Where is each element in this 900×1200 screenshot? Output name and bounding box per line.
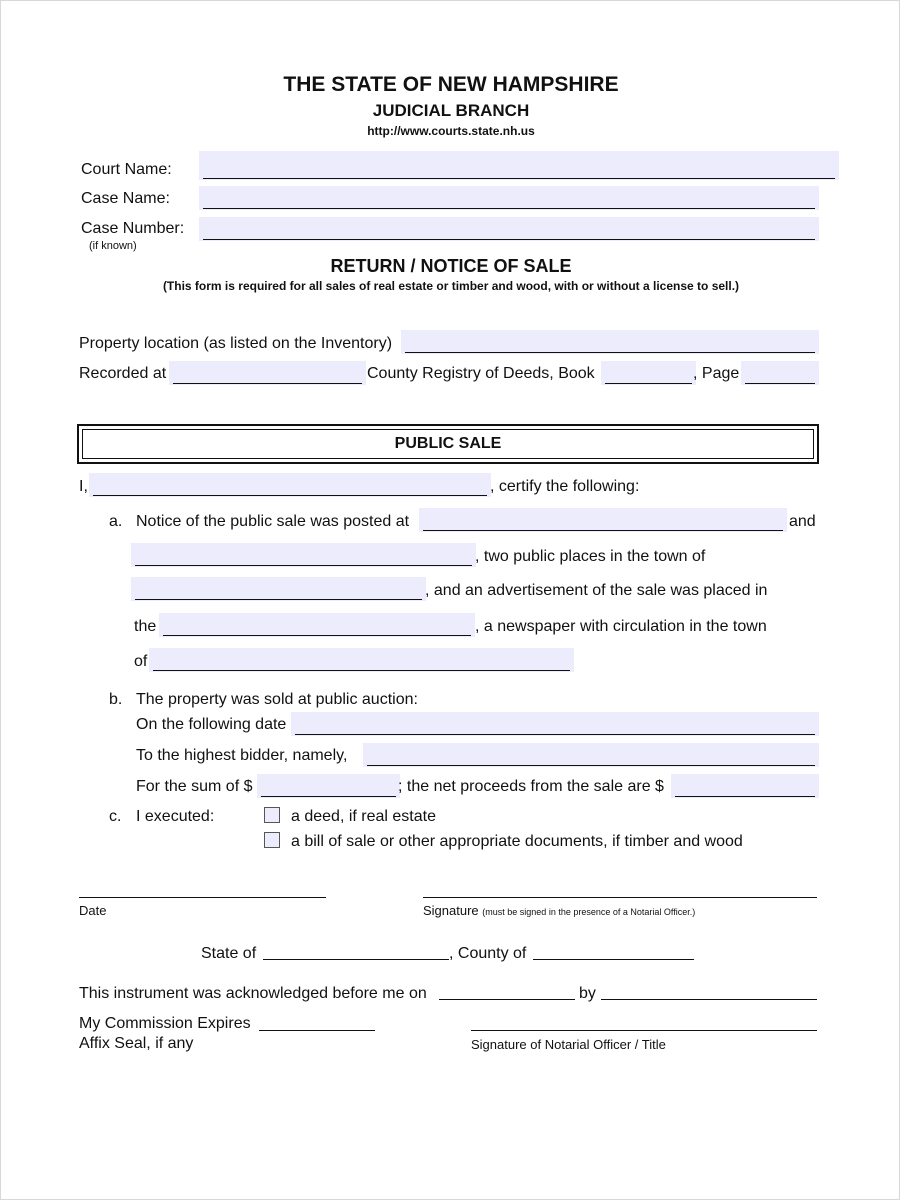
signature-label-text: Signature <box>423 903 479 918</box>
county-of-label: , County of <box>449 945 527 962</box>
public-sale-header <box>77 424 819 464</box>
commission-label: My Commission Expires <box>79 1015 251 1032</box>
case-name-field[interactable] <box>199 186 819 210</box>
net-proceeds-label: ; the net proceeds from the sale are $ <box>398 778 664 795</box>
bill-of-sale-checkbox[interactable] <box>264 832 280 848</box>
date-label: Date <box>79 903 107 918</box>
sold-at-auction-label: The property was sold at public auction: <box>136 691 418 708</box>
posted-at-field[interactable] <box>419 508 787 532</box>
recorded-at-label: Recorded at <box>79 365 167 382</box>
registry-label: County Registry of Deeds, Book <box>367 365 595 382</box>
case-number-field[interactable] <box>199 217 819 241</box>
state-heading: THE STATE OF NEW HAMPSHIRE <box>283 73 619 96</box>
notarial-signature-label: Signature of Notarial Officer / Title <box>471 1037 666 1052</box>
item-b-marker: b. <box>109 691 123 708</box>
executed-label: I executed: <box>136 808 215 825</box>
certify-label: , certify the following: <box>490 478 640 495</box>
sum-label: For the sum of $ <box>136 778 253 795</box>
sale-date-field[interactable] <box>291 712 819 736</box>
acknowledged-by-line[interactable] <box>601 999 817 1000</box>
signature-line[interactable] <box>423 897 817 898</box>
form-title: RETURN / NOTICE OF SALE <box>330 256 572 276</box>
newspaper-field[interactable] <box>159 613 475 637</box>
form-subtitle: (This form is required for all sales of real estate or timber and wood, with or without a license to sell.) <box>162 279 740 293</box>
commission-line[interactable] <box>259 1030 375 1031</box>
newspaper-label: , a newspaper with circulation in the town <box>475 618 767 635</box>
case-name-label: Case Name: <box>81 190 170 207</box>
state-of-line[interactable] <box>263 959 449 960</box>
signature-label <box>423 903 695 918</box>
item-c-marker: c. <box>109 808 122 825</box>
of-label: of <box>134 653 148 670</box>
book-field[interactable] <box>601 361 696 385</box>
property-location-field[interactable] <box>401 330 819 354</box>
the-label: the <box>134 618 157 635</box>
recorded-at-field[interactable] <box>169 361 366 385</box>
two-places-label: , two public places in the town of <box>475 548 706 565</box>
notarial-signature-line[interactable] <box>471 1030 817 1031</box>
deed-checkbox[interactable] <box>264 807 280 823</box>
signature-note: (must be signed in the presence of a Notarial Officer.) <box>482 907 696 917</box>
sale-date-label: On the following date <box>136 716 287 733</box>
acknowledged-date-line[interactable] <box>439 999 575 1000</box>
certifier-name-field[interactable] <box>89 473 491 497</box>
county-of-line[interactable] <box>533 959 694 960</box>
net-proceeds-field[interactable] <box>671 774 819 798</box>
bill-of-sale-option-label: a bill of sale or other appropriate documents, if timber and wood <box>291 833 743 850</box>
certifier-prefix: I, <box>79 478 88 495</box>
public-sale-title: PUBLIC SALE <box>82 429 814 459</box>
bidder-label: To the highest bidder, namely, <box>136 747 348 764</box>
item-a-marker: a. <box>109 513 123 530</box>
court-url: http://www.courts.state.nh.us <box>367 124 535 138</box>
page-label: , Page <box>693 365 740 382</box>
page-field[interactable] <box>741 361 819 385</box>
sum-field[interactable] <box>257 774 400 798</box>
bidder-field[interactable] <box>363 743 819 767</box>
case-number-label: Case Number: <box>81 220 185 237</box>
date-line[interactable] <box>79 897 326 898</box>
by-label: by <box>579 985 596 1002</box>
state-of-label: State of <box>201 945 257 962</box>
deed-option-label: a deed, if real estate <box>291 808 436 825</box>
branch-heading: JUDICIAL BRANCH <box>372 101 530 120</box>
and-label: and <box>789 513 816 530</box>
advertisement-label: , and an advertisement of the sale was placed in <box>425 582 768 599</box>
property-location-label: Property location (as listed on the Inventory) <box>79 335 393 352</box>
if-known-note: (if known) <box>89 240 137 252</box>
circulation-town-field[interactable] <box>149 648 574 672</box>
affix-seal-label: Affix Seal, if any <box>79 1035 194 1052</box>
notice-posted-label: Notice of the public sale was posted at <box>136 513 410 530</box>
court-name-label: Court Name: <box>81 161 172 178</box>
town-field[interactable] <box>131 577 426 601</box>
court-name-field[interactable] <box>199 151 839 180</box>
acknowledged-label: This instrument was acknowledged before me on <box>79 985 427 1002</box>
second-place-field[interactable] <box>131 543 476 567</box>
